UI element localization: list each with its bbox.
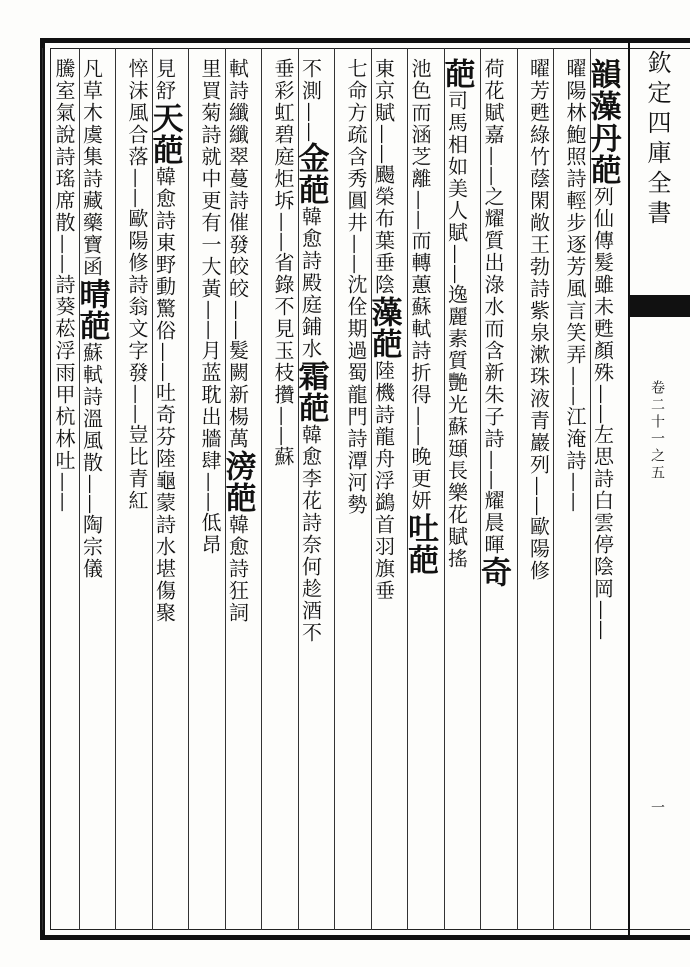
- citation-text: 韓愈李花詩奈何趁酒不: [298, 424, 323, 644]
- repeat-mark: ——: [125, 168, 149, 208]
- text-column: [518, 58, 556, 928]
- entry-heading: 韻藻: [584, 58, 621, 122]
- text-column: [219, 58, 264, 928]
- text-column: [475, 58, 519, 928]
- repeat-mark: ——: [152, 342, 177, 382]
- citation-text: 左思詩白雲停陰岡: [590, 424, 615, 600]
- citation-text: 騰室氣說詩瑤席散: [52, 58, 76, 234]
- citation-text: 曜陽林鮑照詩輕步逐芳風言笑弄: [563, 58, 587, 366]
- citation-text: 池色而涵芝離: [408, 58, 432, 190]
- repeat-mark: ——: [481, 146, 505, 186]
- citation-text: 沈佺期過蜀龍門詩潭河勢: [344, 274, 368, 516]
- repeat-mark: ——: [444, 244, 469, 284]
- banxin-bottom-mark: 一: [649, 800, 665, 814]
- text-column: [116, 58, 154, 928]
- citation-text: 晚更妍: [408, 446, 432, 512]
- repeat-mark: ——: [198, 472, 222, 512]
- citation-text: 司馬相如美人賦: [444, 90, 469, 244]
- citation-text: 東京賦: [371, 58, 396, 124]
- entry-heading: 晴葩: [73, 278, 110, 342]
- entry-heading: 天葩: [146, 102, 183, 166]
- repeat-mark: ——: [590, 600, 615, 640]
- repeat-mark: ——: [271, 212, 295, 252]
- text-column: [554, 58, 592, 928]
- citation-text: 蘇軾詩溫風散: [79, 342, 104, 474]
- citation-text: 七命方疏含秀圓井: [344, 58, 368, 234]
- citation-text: 韓愈詩東野動驚俗: [152, 166, 177, 342]
- repeat-mark: ——: [52, 234, 76, 274]
- repeat-mark: ——: [563, 472, 587, 512]
- citation-text: 之耀質出淥水而含新朱子詩: [481, 186, 505, 450]
- citation-text: 月蓝耽出牆肆: [198, 340, 222, 472]
- text-column: [402, 58, 446, 928]
- citation-text: 不測: [298, 58, 323, 102]
- text-column: [262, 58, 300, 928]
- entry-heading: 奇: [475, 556, 511, 588]
- text-column: [73, 58, 118, 928]
- repeat-mark: ——: [79, 474, 104, 514]
- citation-text: 豈比青紅: [125, 424, 149, 512]
- citation-text: 江淹詩: [563, 406, 587, 472]
- text-column: [335, 58, 373, 928]
- text-column: [43, 58, 81, 928]
- banxin-volume: 卷二十一之五: [649, 380, 665, 482]
- citation-text: 逸麗素質艷光蘇頲長樂花賦搖: [444, 284, 469, 570]
- repeat-mark: ——: [344, 234, 368, 274]
- citation-text: 列仙傳髮雖未甦顏殊: [590, 186, 615, 384]
- entry-heading: 吐葩: [402, 512, 438, 576]
- repeat-mark: ——: [371, 124, 396, 164]
- entry-heading: 丹葩: [584, 122, 621, 186]
- text-column: [438, 58, 483, 928]
- citation-text: 里買菊詩就中更有一大黃: [198, 58, 222, 300]
- citation-text: 歐陽修詩翁文字發: [125, 208, 149, 384]
- citation-text: 髮闕新楊萬: [225, 340, 250, 450]
- citation-text: 低昂: [198, 512, 222, 556]
- citation-text: 蘇: [271, 446, 295, 468]
- repeat-mark: ——: [298, 102, 323, 142]
- citation-text: 詩葵菘浮雨甲杭林吐: [52, 274, 76, 472]
- citation-text: 曜芳甦綠竹蔭閑敞王勃詩紫泉漱珠液青巖列: [526, 58, 551, 476]
- banxin-title: 欽定四庫全書: [643, 50, 671, 230]
- citation-text: 悴沫風合落: [125, 58, 149, 168]
- repeat-mark: ——: [526, 476, 551, 516]
- entry-heading: 藻葩: [365, 296, 402, 360]
- repeat-mark: ——: [52, 472, 76, 512]
- citation-text: 軾詩纖纖翠蔓詩催發皎皎: [225, 58, 250, 300]
- citation-text: 韓愈詩殿庭鋪水: [298, 206, 323, 360]
- citation-text: 颺榮布葉垂陰: [371, 164, 396, 296]
- citation-text: 省錄不見玉枝攢: [271, 252, 295, 406]
- text-column: [365, 58, 410, 928]
- citation-text: 荷花賦嘉: [481, 58, 505, 146]
- repeat-mark: ——: [408, 190, 432, 230]
- entry-heading: 金葩: [292, 142, 329, 206]
- entry-heading: 霜葩: [292, 360, 329, 424]
- repeat-mark: ——: [125, 384, 149, 424]
- citation-text: 吐奇芬陸龜蒙詩水堪傷聚: [152, 382, 177, 624]
- citation-text: 耀晨暉: [481, 490, 505, 556]
- repeat-mark: ——: [271, 406, 295, 446]
- fishtail-block: [630, 295, 690, 317]
- repeat-mark: ——: [225, 300, 250, 340]
- citation-text: 見舒: [152, 58, 177, 102]
- repeat-mark: ——: [408, 406, 432, 446]
- entry-heading: 滂葩: [219, 450, 256, 514]
- entry-heading: 葩: [438, 58, 475, 90]
- repeat-mark: ——: [563, 366, 587, 406]
- citation-text: 而轉蕙蘇軾詩折得: [408, 230, 432, 406]
- text-column: [189, 58, 227, 928]
- citation-text: 歐陽修: [526, 516, 551, 582]
- text-column: [292, 58, 337, 928]
- citation-text: 陶宗儀: [79, 514, 104, 580]
- citation-text: 垂彩虹碧庭炬坼: [271, 58, 295, 212]
- repeat-mark: ——: [590, 384, 615, 424]
- citation-text: 陸機詩龍舟浮鷁首羽旗垂: [371, 360, 396, 602]
- citation-text: 凡草木虞集詩藏藥寶函: [79, 58, 104, 278]
- repeat-mark: ——: [481, 450, 505, 490]
- text-column: [146, 58, 191, 928]
- text-column: [584, 58, 629, 928]
- citation-text: 韓愈詩狂詞: [225, 514, 250, 624]
- repeat-mark: ——: [198, 300, 222, 340]
